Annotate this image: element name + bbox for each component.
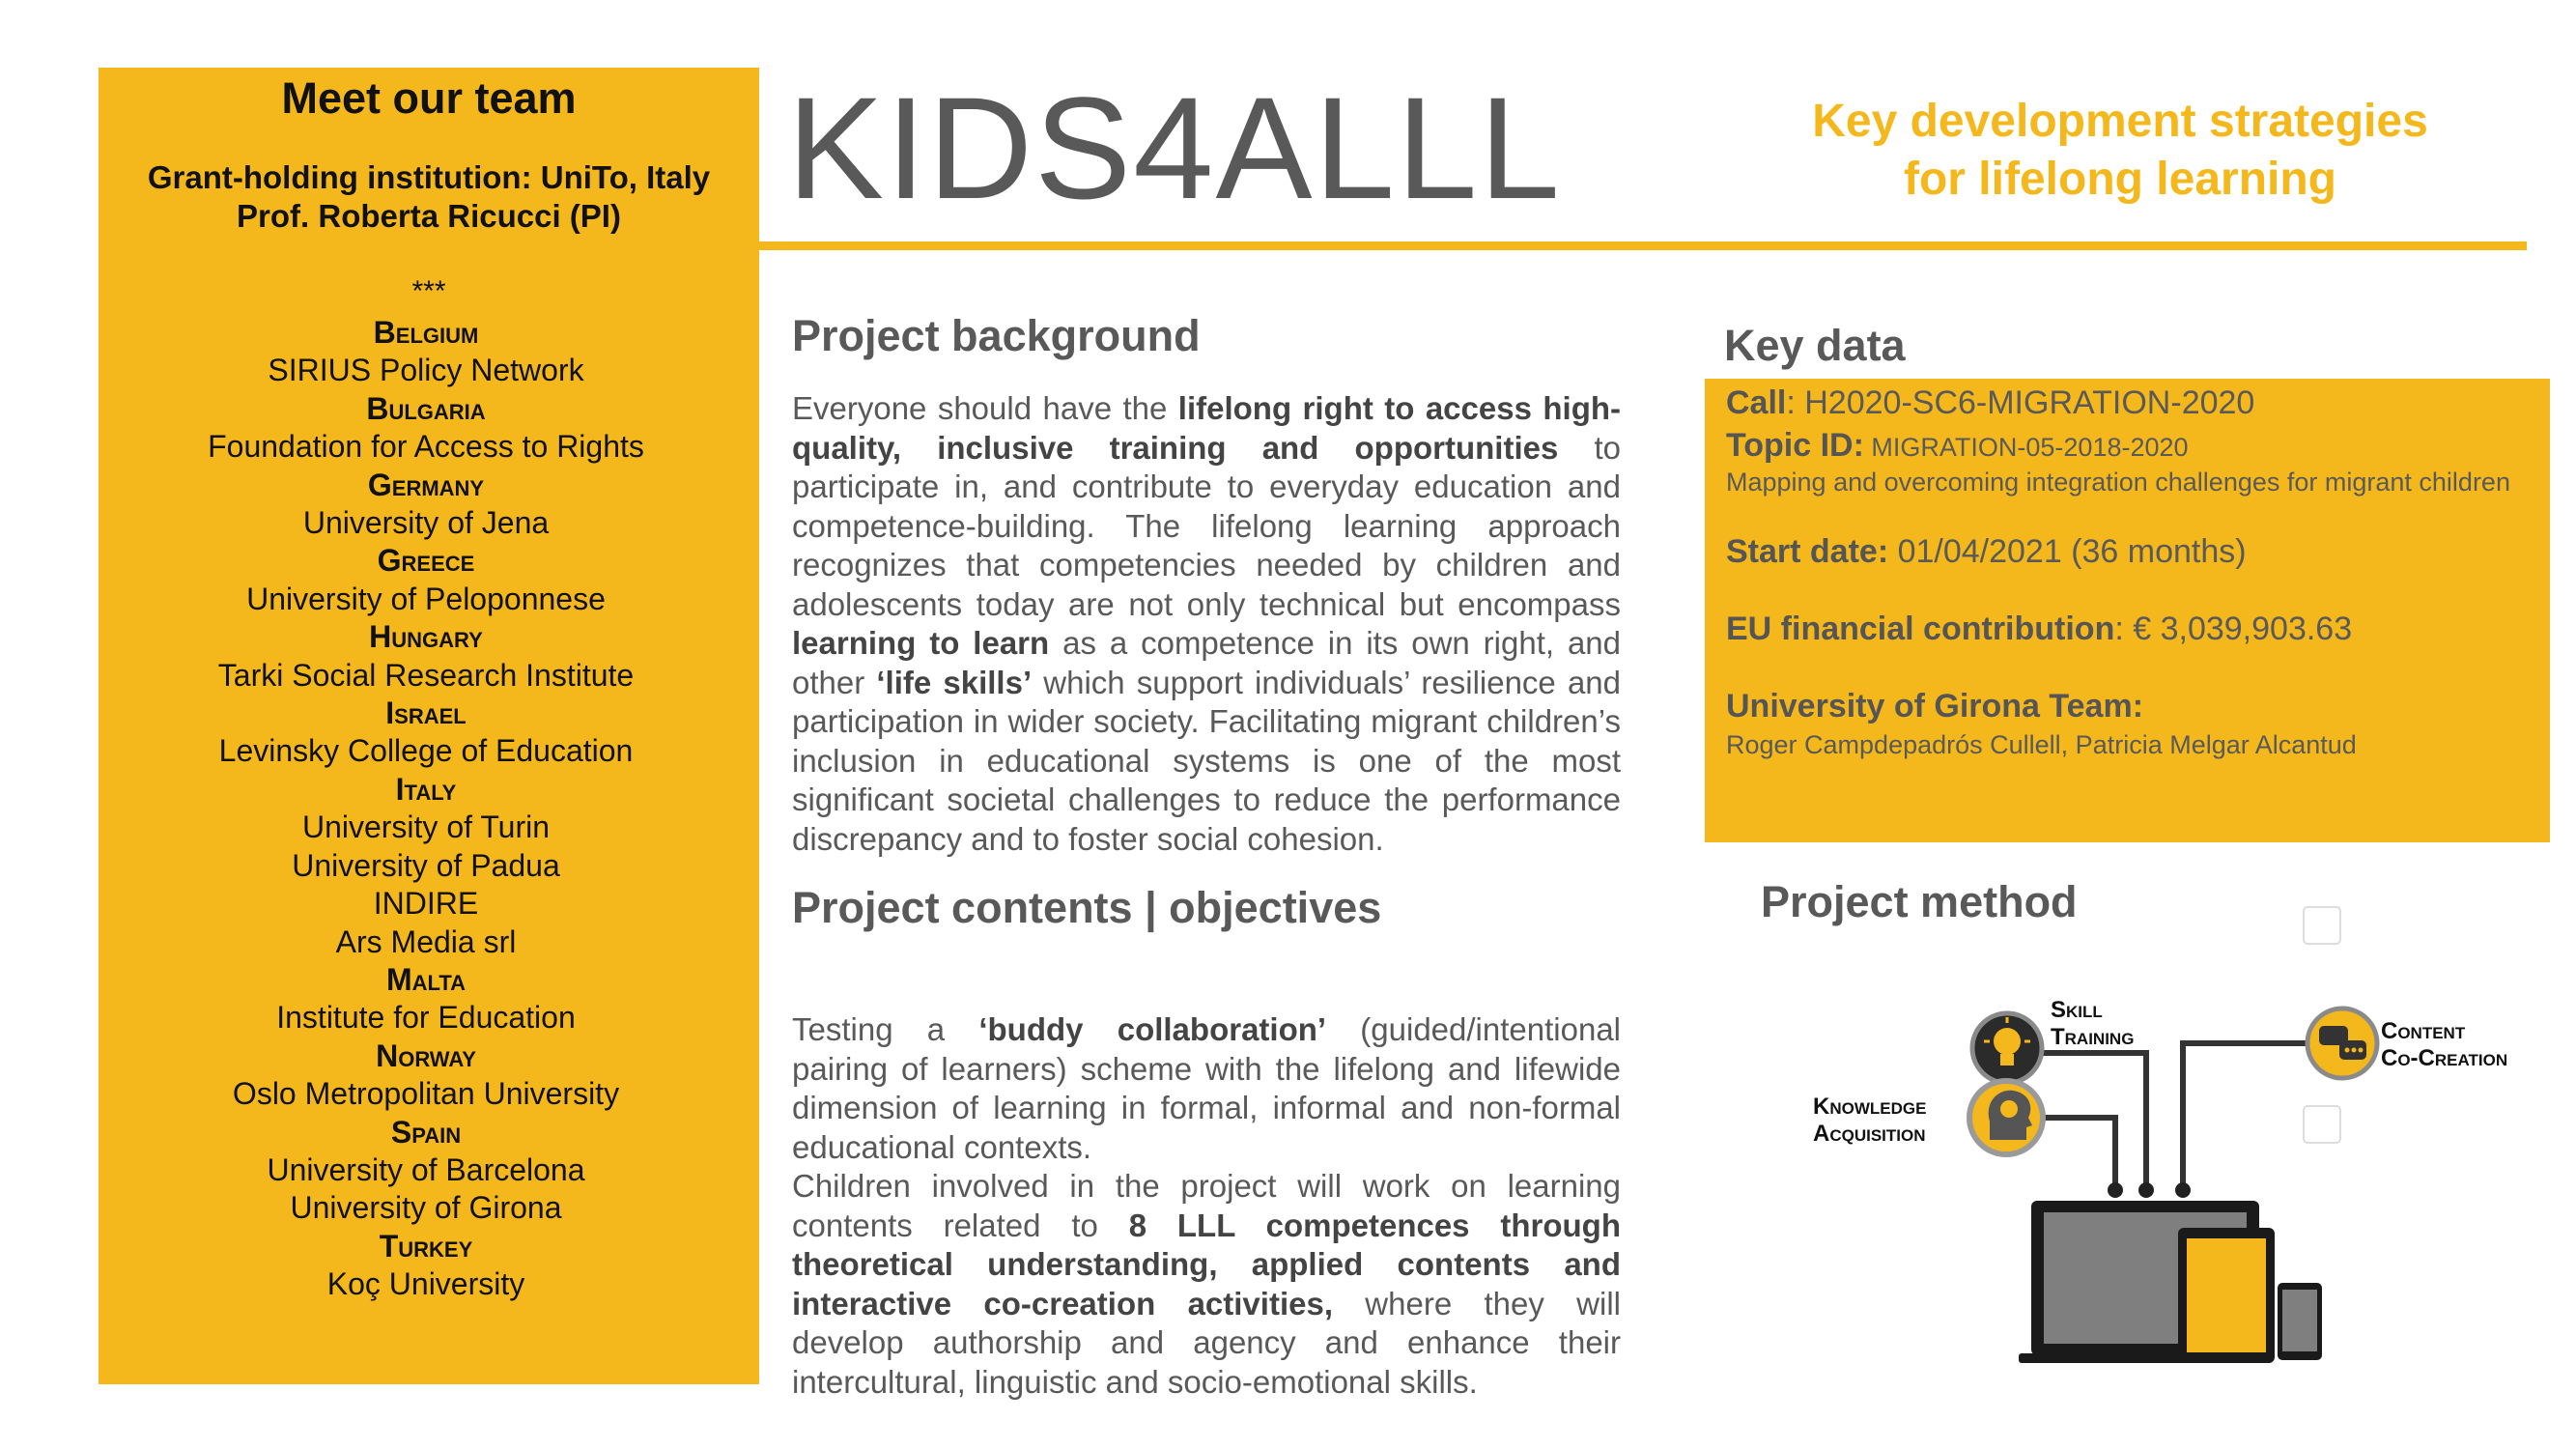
topic-description: Mapping and overcoming integration challenges for migrant children — [1726, 468, 2510, 497]
start-date-row — [1726, 533, 2247, 571]
body-text: Testing a — [792, 1011, 979, 1047]
eu-contribution-value: : € 3,039,903.63 — [2114, 611, 2353, 647]
tagline-line-1: Key development strategies — [1812, 96, 2428, 147]
partner-organization: University of Girona — [290, 1190, 562, 1226]
knowledge-label: Knowledge — [1813, 1094, 1927, 1120]
emphasis-text: learning to learn — [792, 625, 1050, 661]
key-data-panel — [1705, 379, 2550, 842]
emphasis-text: ‘buddy collaboration’ — [978, 1011, 1327, 1047]
partner-organization: SIRIUS Policy Network — [268, 353, 584, 388]
girona-team-label: University of Girona Team: — [1726, 688, 2144, 724]
country-heading: Norway — [376, 1037, 476, 1073]
co-creation-label: Co-Creation — [2381, 1045, 2508, 1071]
body-text: Everyone should have the — [792, 390, 1178, 426]
placeholder-icon — [2304, 1106, 2340, 1143]
emphasis-text: 8 LLL competences through theoretical understanding, applied contents and interactive co-creation activities, — [792, 1207, 1621, 1321]
acquisition-label: Acquisition — [1813, 1121, 1926, 1147]
method-diagram — [1806, 903, 2550, 1367]
placeholder-icon — [2304, 907, 2340, 944]
partner-organization: University of Jena — [302, 505, 550, 541]
topic-row — [1726, 427, 2189, 465]
topic-label: Topic ID: — [1726, 427, 1864, 464]
partner-organization: INDIRE — [373, 886, 479, 922]
tagline — [1734, 93, 2506, 209]
country-heading: Hungary — [369, 619, 483, 655]
topic-value: MIGRATION-05-2018-2020 — [1863, 433, 2189, 462]
partner-list — [93, 314, 759, 1304]
tagline-line-2: for lifelong learning — [1903, 154, 2336, 205]
body-text: as a competence in its own right, and other — [792, 625, 1621, 700]
institution-line-1: Grant-holding institution: UniTo, Italy — [147, 159, 711, 195]
team-row — [1726, 688, 2143, 725]
country-heading: Greece — [377, 543, 475, 579]
team-title: Meet our team — [281, 73, 577, 123]
partner-organization: University of Padua — [292, 847, 560, 883]
emphasis-text: lifelong right to access high-quality, inclusive training and opportunities — [792, 390, 1621, 466]
country-heading: Spain — [390, 1114, 462, 1150]
key-data-heading: Key data — [1724, 321, 1906, 370]
objectives-paragraph-2 — [792, 1167, 1621, 1402]
emphasis-text: ‘life skills’ — [876, 664, 1033, 700]
method-heading: Project method — [1761, 877, 2078, 926]
partner-organization: Oslo Metropolitan University — [232, 1076, 620, 1112]
call-label: Call — [1726, 384, 1787, 421]
country-heading: Germany — [367, 467, 485, 502]
partner-organization: University of Barcelona — [267, 1151, 585, 1187]
country-heading: Malta — [385, 961, 467, 997]
partner-organization: Institute for Education — [276, 1000, 576, 1036]
girona-team-members: Roger Campdepadrós Cullell, Patricia Melgar Alcantud — [1726, 730, 2357, 759]
partner-organization: University of Turin — [301, 810, 551, 845]
country-heading: Israel — [385, 696, 467, 731]
team-panel — [99, 68, 759, 1384]
objectives-heading: Project contents | objectives — [792, 883, 1382, 932]
body-text: to participate in, and contribute to everyday education and competence-building. The lifelong learning approach recognizes that competencies needed by children and adolescents today are not only technical but encompass — [792, 429, 1621, 622]
separator: *** — [411, 275, 446, 307]
country-heading: Turkey — [379, 1228, 473, 1264]
eu-contribution-row — [1726, 611, 2352, 648]
header-divider — [759, 242, 2527, 250]
body-text: Children involved in the project will work on learning contents related to — [792, 1168, 1621, 1243]
partner-organization: Tarki Social Research Institute — [217, 657, 635, 693]
country-heading: Belgium — [373, 315, 479, 350]
objectives-paragraph-1 — [792, 1010, 1621, 1167]
body-text: (guided/intentional pairing of learners) scheme with the lifelong and lifewide dimension of learning in formal, informal and non-formal educational contexts. — [792, 1011, 1621, 1165]
objectives-text — [792, 1010, 1621, 1402]
chat-bubbles-icon — [2307, 1009, 2377, 1078]
call-value: : H2020-SC6-MIGRATION-2020 — [1786, 384, 2255, 421]
grant-institution — [99, 158, 759, 236]
skill-label: Skill — [2051, 997, 2103, 1023]
start-date-value: 01/04/2021 (36 months) — [1888, 533, 2247, 570]
content-label: Content — [2381, 1018, 2466, 1044]
partner-organization: Foundation for Access to Rights — [208, 429, 644, 465]
devices-icon — [2019, 1201, 2322, 1363]
body-text: where they will develop authorship and agency and enhance their intercultural, linguistic and socio-emotional skills. — [792, 1285, 1621, 1400]
country-heading: Bulgaria — [366, 390, 486, 426]
partner-organization: Ars Media srl — [335, 923, 517, 959]
training-label: Training — [2051, 1024, 2135, 1050]
body-text: which support individuals’ resilience and participation in wider society. Facilitating migrant children’s inclusion in educational systems is one of the most significant societal challenges to reduce the performance discrepancy and to foster social cohesion. — [792, 664, 1622, 857]
background-paragraph — [792, 389, 1621, 859]
institution-line-2: Prof. Roberta Ricucci (PI) — [237, 198, 621, 234]
lightbulb-icon — [1972, 1013, 2042, 1083]
partner-organization: University of Peloponnese — [246, 581, 606, 616]
eu-contribution-label: EU financial contribution — [1726, 611, 2115, 647]
start-date-label: Start date: — [1726, 533, 1889, 570]
call-row — [1726, 384, 2254, 422]
project-title: KIDS4ALLL — [787, 67, 1562, 229]
head-brain-icon — [1969, 1081, 2043, 1154]
partner-organization: Koç University — [326, 1266, 525, 1302]
partner-organization: Levinsky College of Education — [218, 733, 634, 769]
country-heading: Italy — [395, 771, 457, 807]
background-heading: Project background — [792, 311, 1201, 360]
